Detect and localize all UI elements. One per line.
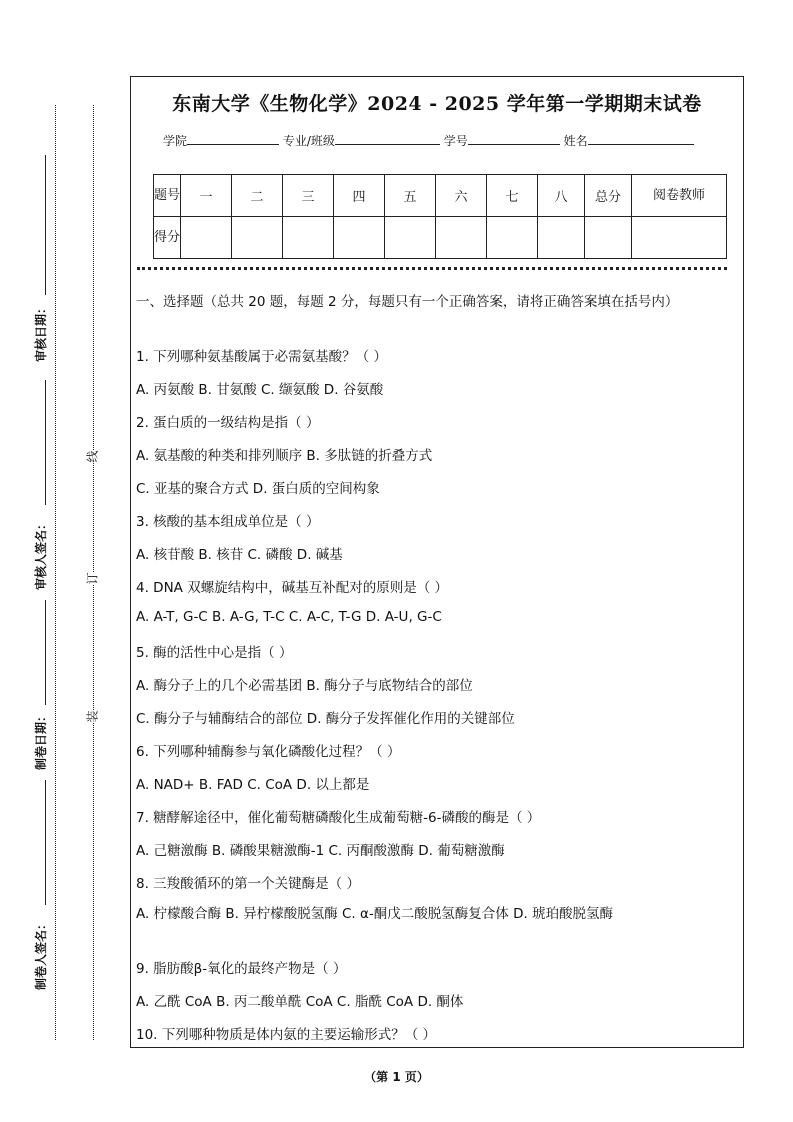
- score-header-cell: 三: [283, 175, 334, 217]
- score-cell[interactable]: [232, 217, 283, 259]
- score-row-label: 得分: [154, 217, 181, 259]
- score-table: [153, 174, 727, 259]
- college-field[interactable]: [187, 132, 279, 145]
- major-label: 专业/班级: [282, 134, 335, 148]
- score-header-cell: 阅卷教师: [632, 175, 727, 217]
- name-field[interactable]: [588, 132, 694, 145]
- score-cell[interactable]: [385, 217, 436, 259]
- binding-char-zhuang: 装: [85, 710, 100, 723]
- student-info-row: [163, 132, 694, 149]
- question-options: A. NAD+ B. FAD C. CoA D. 以上都是: [136, 777, 370, 793]
- score-cell[interactable]: [632, 217, 727, 259]
- review-date-line: [45, 155, 46, 295]
- maker-signature-label: 制卷人签名：: [34, 917, 48, 990]
- question-text: 8. 三羧酸循环的第一个关键酶是（ ）: [136, 876, 360, 892]
- section-heading: 一、选择题（总共 20 题，每题 2 分，每题只有一个正确答案，请将正确答案填在括号内）: [136, 294, 679, 310]
- score-header-cell: 五: [385, 175, 436, 217]
- review-date-label: 审核日期：: [34, 301, 48, 362]
- question-text: 6. 下列哪种辅酶参与氧化磷酸化过程？（ ）: [136, 744, 401, 760]
- binding-dotted-line-outer: [55, 105, 56, 1040]
- question-options: A. 氨基酸的种类和排列顺序 B. 多肽链的折叠方式: [136, 448, 433, 464]
- question-options: A. A-T, G-C B. A-G, T-C C. A-C, T-G D. A-U, G-C: [136, 609, 442, 625]
- question-text: 7. 糖酵解途径中，催化葡萄糖磷酸化生成葡萄糖-6-磷酸的酶是（ ）: [136, 810, 541, 826]
- score-header-cell: 题号: [154, 175, 181, 217]
- major-field[interactable]: [335, 132, 440, 145]
- score-header-cell: 六: [436, 175, 487, 217]
- binding-char-ding: 订: [85, 572, 100, 585]
- score-table-header-row: [154, 175, 727, 217]
- reviewer-signature-label: 审核人签名：: [34, 517, 48, 590]
- score-cell[interactable]: [436, 217, 487, 259]
- score-header-cell: 四: [334, 175, 385, 217]
- question-options: A. 核苷酸 B. 核苷 C. 磷酸 D. 碱基: [136, 547, 343, 563]
- question-text: 10. 下列哪种物质是体内氨的主要运输形式？（ ）: [136, 1027, 437, 1043]
- maker-signature-line: [45, 780, 46, 905]
- college-label: 学院: [163, 134, 188, 148]
- score-table-score-row: [154, 217, 727, 259]
- question-options: A. 乙酰 CoA B. 丙二酸单酰 CoA C. 脂酰 CoA D. 酮体: [136, 994, 464, 1010]
- question-text: 4. DNA 双螺旋结构中，碱基互补配对的原则是（ ）: [136, 580, 448, 596]
- score-cell[interactable]: [181, 217, 232, 259]
- student-id-label: 学号: [443, 134, 468, 148]
- question-options: A. 柠檬酸合酶 B. 异柠檬酸脱氢酶 C. α-酮戊二酸脱氢酶复合体 D. 琥珀酸脱氢酶: [136, 906, 614, 922]
- maker-date-label: 制卷日期：: [34, 709, 48, 770]
- question-text: 5. 酶的活性中心是指（ ）: [136, 645, 293, 661]
- question-options: A. 己糖激酶 B. 磷酸果糖激酶-1 C. 丙酮酸激酶 D. 葡萄糖激酶: [136, 843, 505, 859]
- exam-title: 东南大学《生物化学》2024 - 2025 学年第一学期期末试卷: [172, 93, 702, 115]
- score-header-cell: 一: [181, 175, 232, 217]
- score-header-cell: 二: [232, 175, 283, 217]
- score-header-cell: 七: [487, 175, 538, 217]
- question-text: 1. 下列哪种氨基酸属于必需氨基酸？（ ）: [136, 349, 387, 365]
- reviewer-signature-line: [45, 380, 46, 505]
- score-cell[interactable]: [538, 217, 585, 259]
- question-options: A. 丙氨酸 B. 甘氨酸 C. 缬氨酸 D. 谷氨酸: [136, 382, 384, 398]
- question-text: 9. 脂肪酸β-氧化的最终产物是（ ）: [136, 961, 347, 977]
- question-options: C. 亚基的聚合方式 D. 蛋白质的空间构象: [136, 481, 380, 497]
- exam-paper-frame: [130, 76, 744, 1048]
- score-header-cell: 八: [538, 175, 585, 217]
- maker-date-line: [45, 600, 46, 705]
- student-id-field[interactable]: [468, 132, 560, 145]
- score-cell[interactable]: [283, 217, 334, 259]
- question-text: 3. 核酸的基本组成单位是（ ）: [136, 514, 320, 530]
- page-number: （第 1 页）: [364, 1070, 429, 1084]
- score-cell[interactable]: [487, 217, 538, 259]
- score-header-cell: 总分: [585, 175, 632, 217]
- header-dotted-divider: [137, 267, 727, 270]
- binding-char-xian: 线: [85, 450, 100, 463]
- question-options: A. 酶分子上的几个必需基团 B. 酶分子与底物结合的部位: [136, 678, 473, 694]
- name-label: 姓名: [563, 134, 588, 148]
- score-cell[interactable]: [585, 217, 632, 259]
- score-cell[interactable]: [334, 217, 385, 259]
- question-options: C. 酶分子与辅酶结合的部位 D. 酶分子发挥催化作用的关键部位: [136, 711, 515, 727]
- question-text: 2. 蛋白质的一级结构是指（ ）: [136, 415, 320, 431]
